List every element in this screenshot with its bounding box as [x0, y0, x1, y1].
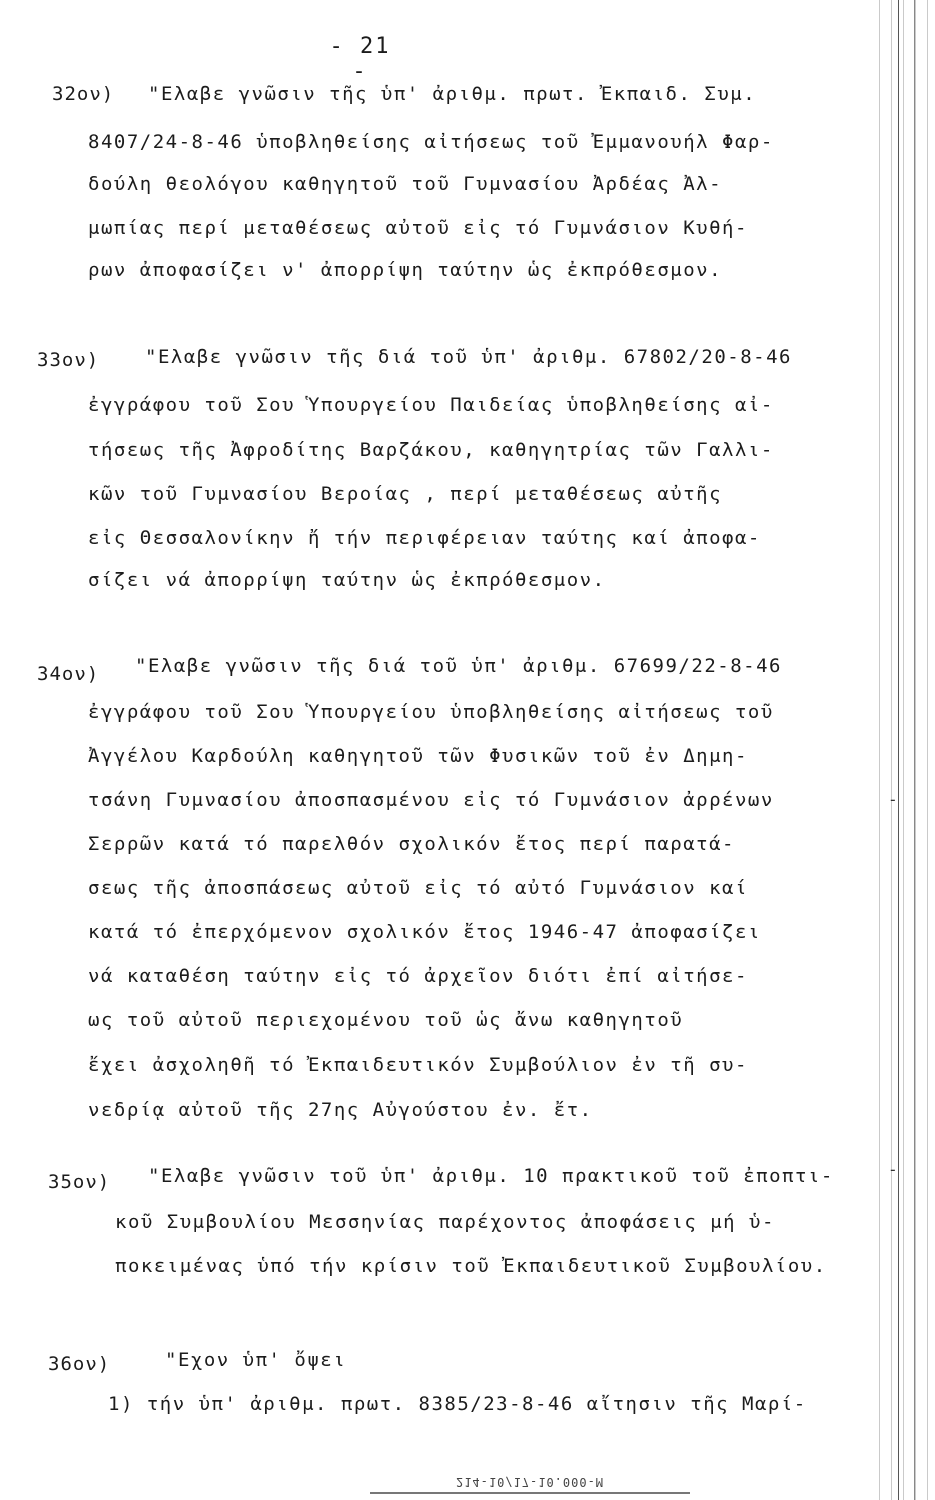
text-line: ἐγγράφου τοῦ Σου Ὑπουργείου Παιδείας ὑποβληθείσης αἰ- [88, 394, 774, 416]
text-line: σεως τῆς ἀποσπάσεως αὐτοῦ εἰς τό αὐτό Γυμνάσιον καί [88, 877, 748, 899]
text-line: 8407/24-8-46 ὑποβληθείσης αἰτήσεως τοῦ Ἐμμανουήλ Φαρ- [88, 131, 774, 153]
margin-dash: - [888, 790, 898, 809]
page-number: - 21 - [329, 34, 391, 84]
text-line: "Ελαβε γνῶσιν τοῦ ὑπ' ἀριθμ. 10 πρακτικοῦ τοῦ ἐποπτι- [148, 1165, 834, 1187]
text-line: ως τοῦ αὐτοῦ περιεχομένου τοῦ ὡς ἄνω καθηγητοῦ [88, 1009, 684, 1031]
text-line: δούλη θεολόγου καθηγητοῦ τοῦ Γυμνασίου Ἀρδέας Ἀλ- [88, 173, 723, 195]
text-line: κῶν τοῦ Γυμνασίου Βεροίας , περί μεταθέσεως αὐτῆς [88, 483, 723, 505]
text-line: "Ελαβε γνῶσιν τῆς διά τοῦ ὑπ' ἀριθμ. 67802/20-8-46 [145, 346, 792, 368]
text-line: "Εχον ὑπ' ὄψει [165, 1349, 347, 1371]
text-line: τήσεως τῆς Ἀφροδίτης Βαρζάκου, καθηγητρίας τῶν Γαλλι- [88, 439, 774, 461]
text-line: 1) τήν ὑπ' ἀριθμ. πρωτ. 8385/23-8-46 αἴτησιν τῆς Μαρί- [108, 1393, 807, 1415]
paragraph-number: 36ον) [48, 1353, 111, 1375]
paragraph-number: 34ον) [37, 663, 100, 685]
text-line: νεδρίᾳ αὐτοῦ τῆς 27ης Αὐγούστου ἐν. ἔτ. [88, 1099, 593, 1121]
text-line: μωπίας περί μεταθέσεως αὐτοῦ εἰς τό Γυμνάσιον Κυθή- [88, 217, 748, 239]
text-line: ἔχει ἀσχοληθῆ τό Ἐκπαιδευτικόν Συμβούλιον ἐν τῆ συ- [88, 1054, 748, 1076]
text-line: κοῦ Συμβουλίου Μεσσηνίας παρέχοντος ἀποφάσεις μή ὑ- [115, 1211, 775, 1233]
edge-line [898, 0, 899, 1500]
text-line: ρων ἀποφασίζει ν' ἀπορρίψη ταύτην ὡς ἐκπρόθεσμον. [88, 259, 723, 281]
text-line: Σερρῶν κατά τό παρελθόν σχολικόν ἔτος περί παρατά- [88, 833, 735, 855]
paragraph-number: 32ον) [52, 83, 115, 105]
text-line: νά καταθέση ταύτην εἰς τό ἀρχεῖον διότι ἐπί αἰτήσε- [88, 965, 748, 987]
text-line: τσάνη Γυμνασίου ἀποσπασμένου εἰς τό Γυμνάσιον ἀρρένων [88, 789, 774, 811]
text-line: κατά τό ἐπερχόμενον σχολικόν ἔτος 1946-47 ἀποφασίζει [88, 921, 761, 943]
margin-dash: - [888, 1160, 898, 1179]
edge-line [914, 0, 915, 1500]
paragraph-number: 33ον) [37, 349, 100, 371]
printer-footer: 214-10/17-10.000-M [370, 1470, 690, 1494]
paragraph-number: 35ον) [48, 1171, 111, 1193]
binding-edge [873, 0, 935, 1500]
text-line: ποκειμένας ὑπό τήν κρίσιν τοῦ Ἐκπαιδευτικοῦ Συμβουλίου. [115, 1255, 827, 1277]
text-line: "Ελαβε γνῶσιν τῆς ὑπ' ἀριθμ. πρωτ. Ἐκπαιδ. Συμ. [148, 83, 757, 105]
text-line: ἐγγράφου τοῦ Σου Ὑπουργείου ὑποβληθείσης αἰτήσεως τοῦ [88, 701, 774, 723]
text-line: "Ελαβε γνῶσιν τῆς διά τοῦ ὑπ' ἀριθμ. 67699/22-8-46 [135, 655, 782, 677]
text-line: σίζει νά ἀπορρίψη ταύτην ὡς ἐκπρόθεσμον. [88, 569, 606, 591]
text-line: εἰς Θεσσαλονίκην ἤ τήν περιφέρειαν ταύτης καί ἀποφα- [88, 527, 761, 549]
text-line: Ἀγγέλου Καρδούλη καθηγητοῦ τῶν Φυσικῶν τοῦ ἐν Δημη- [88, 745, 748, 767]
